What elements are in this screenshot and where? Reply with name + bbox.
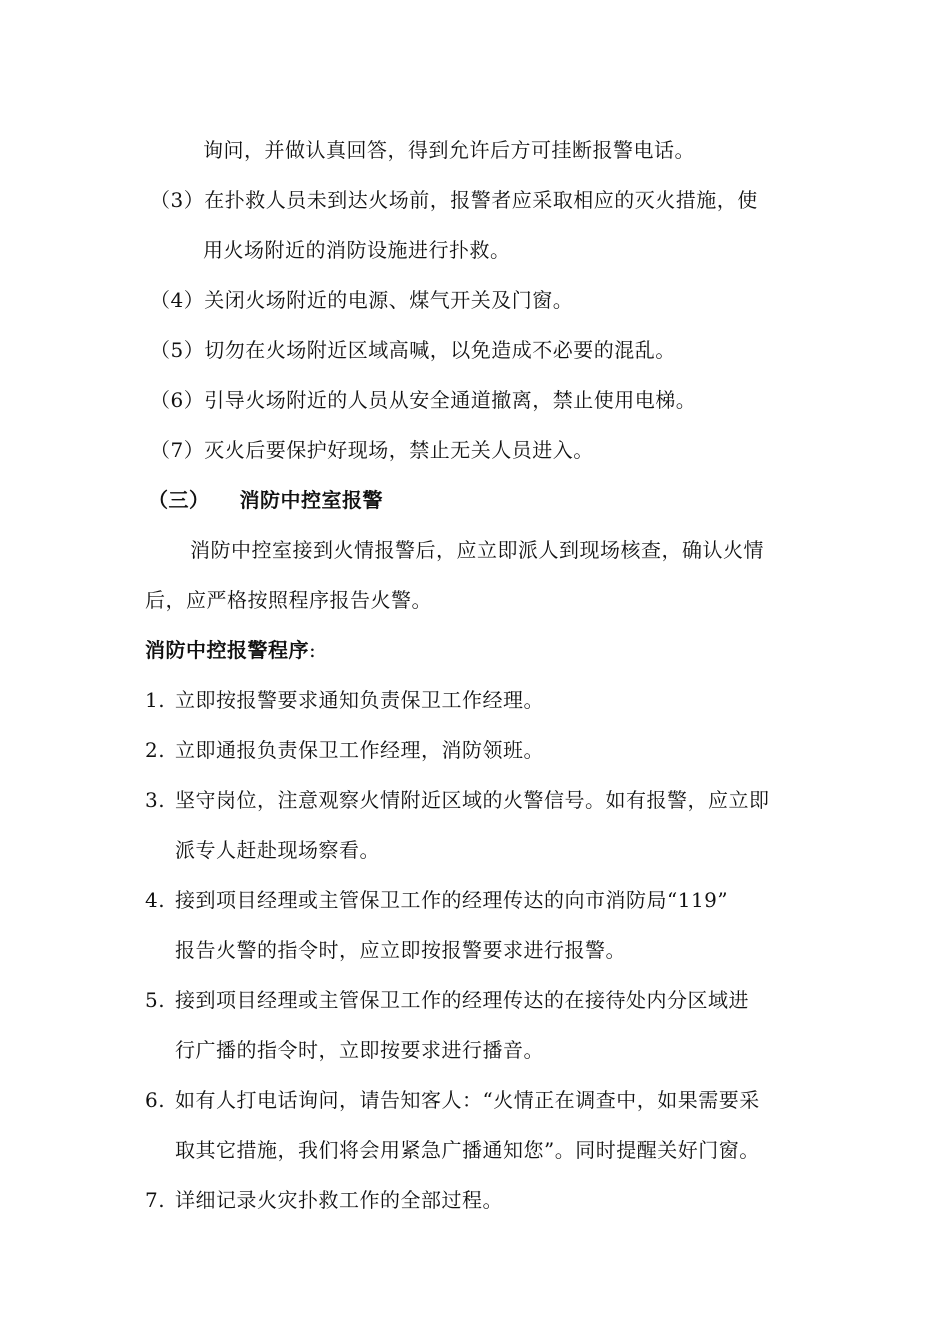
step-text: 切勿在火场附近区域高喊，以免造成不必要的混乱。: [204, 338, 676, 362]
procedure-number: 1.: [145, 688, 166, 712]
procedure-item-4: [145, 886, 728, 914]
step-3-continuation: 用火场附近的消防设施进行扑救。: [203, 238, 511, 262]
procedure-text: 如有人打电话询问，请告知客人：“火情正在调查中，如果需要采: [175, 1088, 760, 1112]
procedure-text: 立即通报负责保卫工作经理，消防领班。: [175, 738, 544, 762]
procedure-number: 6.: [145, 1088, 166, 1112]
procedure-item-3-continuation: 派专人赶赴现场察看。: [175, 838, 380, 862]
procedure-number: 4.: [145, 888, 166, 912]
procedure-item-2: [145, 736, 544, 764]
step-number: （4）: [150, 288, 205, 312]
procedure-title: 消防中控报警程序: [145, 638, 309, 662]
procedure-item-6-continuation: 取其它措施，我们将会用紧急广播通知您”。同时提醒关好门窗。: [175, 1138, 760, 1162]
step-number: （3）: [150, 188, 205, 212]
procedure-item-4-continuation: 报告火警的指令时，应立即按报警要求进行报警。: [175, 938, 626, 962]
step-number: （5）: [150, 338, 205, 362]
step-number: （6）: [150, 388, 205, 412]
step-text: 关闭火场附近的电源、煤气开关及门窗。: [204, 288, 574, 312]
procedure-number: 3.: [145, 788, 166, 812]
step-text: 引导火场附近的人员从安全通道撤离，禁止使用电梯。: [204, 388, 697, 412]
procedure-number: 5.: [145, 988, 166, 1012]
procedure-heading: [145, 636, 316, 664]
procedure-item-3: [145, 786, 770, 814]
step-text: 灭火后要保护好现场，禁止无关人员进入。: [204, 438, 594, 462]
procedure-item-5-continuation: 行广播的指令时，立即按要求进行播音。: [175, 1038, 544, 1062]
section-title: 消防中控室报警: [239, 488, 383, 512]
procedure-item-5: [145, 986, 749, 1014]
procedure-text: 详细记录火灾扑救工作的全部过程。: [175, 1188, 503, 1212]
procedure-colon: :: [309, 638, 317, 662]
step-5: [150, 336, 676, 364]
paragraph-line-2: 后，应严格按照程序报告火警。: [145, 588, 432, 612]
paragraph-line-1: 消防中控室接到火情报警后，应立即派人到现场核查，确认火情: [190, 538, 764, 562]
procedure-item-6: [145, 1086, 760, 1114]
step-3: [150, 186, 758, 214]
step-text: 在扑救人员未到达火场前，报警者应采取相应的灭火措施，使: [204, 188, 758, 212]
step-4: [150, 286, 573, 314]
procedure-text: 立即按报警要求通知负责保卫工作经理。: [175, 688, 544, 712]
procedure-number: 2.: [145, 738, 166, 762]
step-number: （7）: [150, 438, 205, 462]
section-number: （三）: [148, 488, 210, 512]
procedure-text: 接到项目经理或主管保卫工作的经理传达的在接待处内分区域进: [175, 988, 749, 1012]
intro-continuation: 询问，并做认真回答，得到允许后方可挂断报警电话。: [203, 138, 695, 162]
step-7: [150, 436, 594, 464]
procedure-text: 接到项目经理或主管保卫工作的经理传达的向市消防局“119”: [175, 888, 729, 912]
step-6: [150, 386, 696, 414]
procedure-text: 坚守岗位，注意观察火情附近区域的火警信号。如有报警，应立即: [175, 788, 770, 812]
procedure-item-1: [145, 686, 544, 714]
procedure-item-7: [145, 1186, 503, 1214]
procedure-number: 7.: [145, 1188, 166, 1212]
section-heading: [148, 486, 383, 514]
